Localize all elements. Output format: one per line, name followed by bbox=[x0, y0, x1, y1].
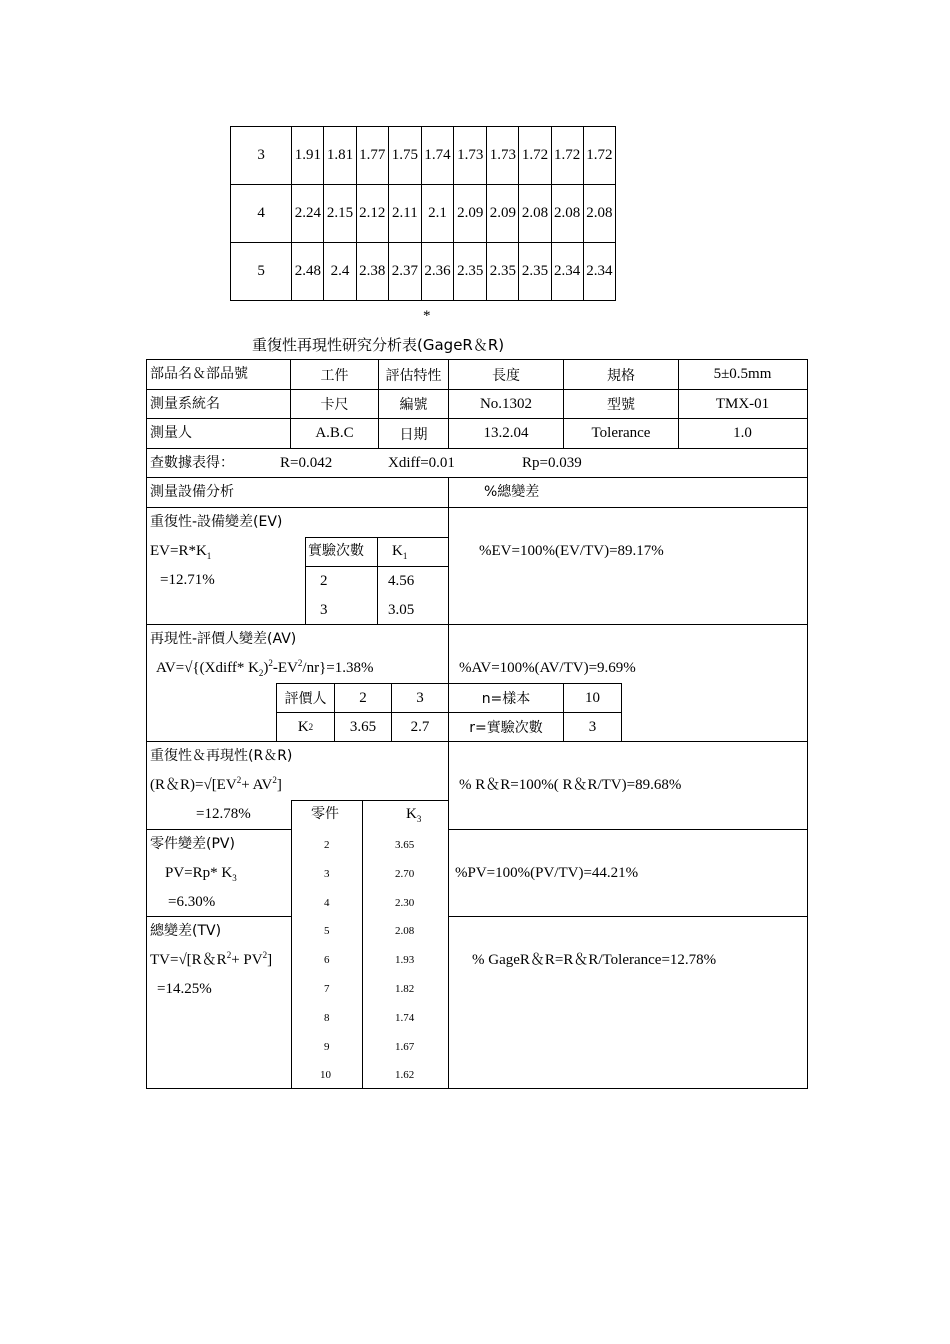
av-table-appraiser-label: 評價人 bbox=[284, 691, 327, 707]
no-value: No.1302 bbox=[479, 395, 533, 412]
data-cell: 2.37 bbox=[388, 243, 421, 301]
row-id-cell: 4 bbox=[231, 185, 292, 243]
k3-part-cell: 5 bbox=[324, 925, 330, 938]
av-table-k2-3: 2.7 bbox=[410, 718, 430, 735]
lookup-xdiff: Xdiff=0.01 bbox=[388, 455, 455, 471]
no-label: 編號 bbox=[399, 397, 428, 413]
data-row bbox=[231, 185, 616, 243]
pv-formula: PV=Rp* $K_3$ bbox=[165, 865, 237, 883]
tv-title: 總變差(TV) bbox=[150, 923, 222, 939]
ev-table-header-trials: 實驗次數 bbox=[308, 543, 364, 559]
av-formula: AV=√{(Xdiff* $K_2)^2-EV^2/nr\}=1.38\%$ bbox=[156, 658, 374, 678]
ev-value: =12.71% bbox=[160, 572, 215, 588]
model-value: TMX-01 bbox=[715, 395, 770, 412]
lookup-label: 查數據表得： bbox=[150, 455, 234, 471]
data-row bbox=[231, 243, 616, 301]
ev-title: 重復性-設備變差(EV) bbox=[150, 514, 283, 530]
pv-value: =6.30% bbox=[168, 894, 216, 910]
char-value: 長度 bbox=[492, 367, 520, 384]
tolerance-value: 1.0 bbox=[733, 425, 752, 441]
system-label: 測量系統名 bbox=[150, 396, 220, 412]
data-cell: 2.35 bbox=[519, 243, 551, 301]
k3-value-cell: 3.65 bbox=[395, 839, 415, 851]
k3-value-cell: 1.62 bbox=[395, 1069, 415, 1082]
av-table-k2-label: K 2 bbox=[297, 718, 314, 735]
k3-part-cell: 8 bbox=[324, 1011, 330, 1024]
rr-title: 重復性＆再現性(R＆R) bbox=[150, 748, 293, 764]
k3-value-cell: 2.08 bbox=[395, 925, 415, 938]
av-table-trials-label: r=實驗次數 bbox=[469, 720, 543, 736]
data-cell: 2.1 bbox=[421, 185, 453, 243]
person-value: A.B.C bbox=[315, 425, 354, 441]
spec-value: 5±0.5mm bbox=[713, 366, 772, 382]
ev-table-trials-2: 3 bbox=[320, 602, 328, 618]
analysis-right-title: %總變差 bbox=[484, 484, 540, 500]
spec-label: 規格 bbox=[607, 367, 635, 384]
k3-part-cell: 9 bbox=[324, 1040, 330, 1053]
k3-table-header-part: 零件 bbox=[311, 806, 339, 822]
k3-value-cell: 1.82 bbox=[395, 983, 415, 995]
data-cell: 1.72 bbox=[551, 127, 583, 185]
data-cell: 2.15 bbox=[324, 185, 356, 243]
tv-value: =14.25% bbox=[157, 981, 212, 997]
data-cell: 1.77 bbox=[356, 127, 388, 185]
data-row bbox=[231, 127, 616, 185]
lookup-r: R=0.042 bbox=[280, 455, 333, 471]
tolerance-label: Tolerance bbox=[591, 425, 651, 441]
data-cell: 2.48 bbox=[292, 243, 324, 301]
ev-percent: %EV=100%(EV/TV)=89.17% bbox=[479, 543, 664, 559]
rr-percent: % R＆R=100%( R＆R/TV)=89.68% bbox=[459, 777, 682, 793]
data-cell: 2.12 bbox=[356, 185, 388, 243]
page-title: 重復性再現性研究分析表(GageR＆R) bbox=[252, 336, 505, 354]
data-cell: 2.08 bbox=[551, 185, 583, 243]
data-cell: 2.34 bbox=[551, 243, 583, 301]
k3-value-cell: 2.70 bbox=[395, 867, 415, 880]
data-cell: 2.38 bbox=[356, 243, 388, 301]
data-cell: 1.91 bbox=[292, 127, 324, 185]
char-label: 評估特性 bbox=[385, 367, 442, 384]
asterisk-mark: * bbox=[423, 308, 431, 324]
data-cell: 1.72 bbox=[519, 127, 551, 185]
data-cell: 1.73 bbox=[487, 127, 519, 185]
tv-formula: TV=√[R＆$R^2+ PV^2$] bbox=[150, 950, 273, 968]
ev-table-k1-1: 4.56 bbox=[388, 573, 415, 589]
data-cell: 2.35 bbox=[487, 243, 519, 301]
av-table-sample-label: n=樣本 bbox=[481, 691, 531, 707]
data-cell: 2.11 bbox=[388, 185, 421, 243]
person-label: 測量人 bbox=[150, 425, 192, 441]
k3-part-cell: 6 bbox=[324, 954, 330, 967]
k3-part-cell: 2 bbox=[324, 839, 330, 851]
data-cell: 2.35 bbox=[454, 243, 487, 301]
pv-percent: %PV=100%(PV/TV)=44.21% bbox=[455, 865, 639, 881]
date-label: 日期 bbox=[399, 426, 428, 443]
rr-value: =12.78% bbox=[196, 806, 251, 822]
row-id-cell: 5 bbox=[231, 243, 292, 301]
av-table-appraiser-2: 2 bbox=[359, 689, 367, 706]
data-cell: 2.09 bbox=[487, 185, 519, 243]
ev-table-header-k1: $K_1$ bbox=[392, 543, 408, 561]
data-cell: 1.73 bbox=[454, 127, 487, 185]
av-table-sample-value: 10 bbox=[585, 689, 600, 706]
data-cell: 2.09 bbox=[454, 185, 487, 243]
gage-rr-percent: % GageR＆R=R＆R/Tolerance=12.78% bbox=[472, 952, 717, 968]
av-title: 再現性-評價人變差(AV) bbox=[150, 631, 297, 647]
k3-value-cell: 2.30 bbox=[395, 896, 415, 909]
part-value: 工件 bbox=[320, 367, 349, 384]
measurement-data-table bbox=[230, 126, 616, 301]
ev-table-k1-2: 3.05 bbox=[388, 602, 415, 618]
system-value: 卡尺 bbox=[320, 397, 349, 413]
av-table-k2-2: 3.65 bbox=[349, 718, 377, 735]
av-percent: %AV=100%(AV/TV)=9.69% bbox=[459, 660, 636, 676]
data-cell: 2.08 bbox=[583, 185, 615, 243]
data-cell: 1.74 bbox=[421, 127, 453, 185]
data-cell: 1.81 bbox=[324, 127, 356, 185]
av-table-appraiser-3: 3 bbox=[416, 689, 424, 706]
ev-table-trials-1: 2 bbox=[320, 573, 328, 589]
model-label: 型號 bbox=[607, 397, 635, 413]
date-value: 13.2.04 bbox=[483, 425, 529, 441]
k3-part-cell: 4 bbox=[324, 896, 330, 909]
k3-part-cell: 3 bbox=[324, 867, 330, 880]
k3-part-cell: 7 bbox=[324, 983, 330, 995]
data-cell: 2.24 bbox=[292, 185, 324, 243]
row-id-cell: 3 bbox=[231, 127, 292, 185]
data-cell: 1.75 bbox=[388, 127, 421, 185]
analysis-left-title: 測量設備分析 bbox=[150, 484, 234, 500]
rr-formula: (R＆$R)=√[EV^2+ AV^2]$ bbox=[150, 775, 282, 793]
data-cell: 2.34 bbox=[583, 243, 615, 301]
data-cell: 2.36 bbox=[421, 243, 453, 301]
part-label: 部品名＆部品號 bbox=[150, 366, 248, 382]
k3-value-cell: 1.67 bbox=[395, 1040, 415, 1053]
data-cell: 1.72 bbox=[583, 127, 615, 185]
k3-value-cell: 1.93 bbox=[395, 954, 415, 967]
k3-value-cell: 1.74 bbox=[395, 1011, 415, 1024]
lookup-rp: Rp=0.039 bbox=[522, 455, 582, 471]
k3-part-cell: 10 bbox=[320, 1069, 331, 1082]
av-table-trials-value: 3 bbox=[588, 718, 597, 735]
data-cell: 2.08 bbox=[519, 185, 551, 243]
k3-table-header-k3: $K_3$ bbox=[406, 806, 422, 824]
pv-title: 零件變差(PV) bbox=[150, 836, 235, 852]
ev-formula: $EV=R*K_1$ bbox=[150, 543, 212, 561]
data-cell: 2.4 bbox=[324, 243, 356, 301]
